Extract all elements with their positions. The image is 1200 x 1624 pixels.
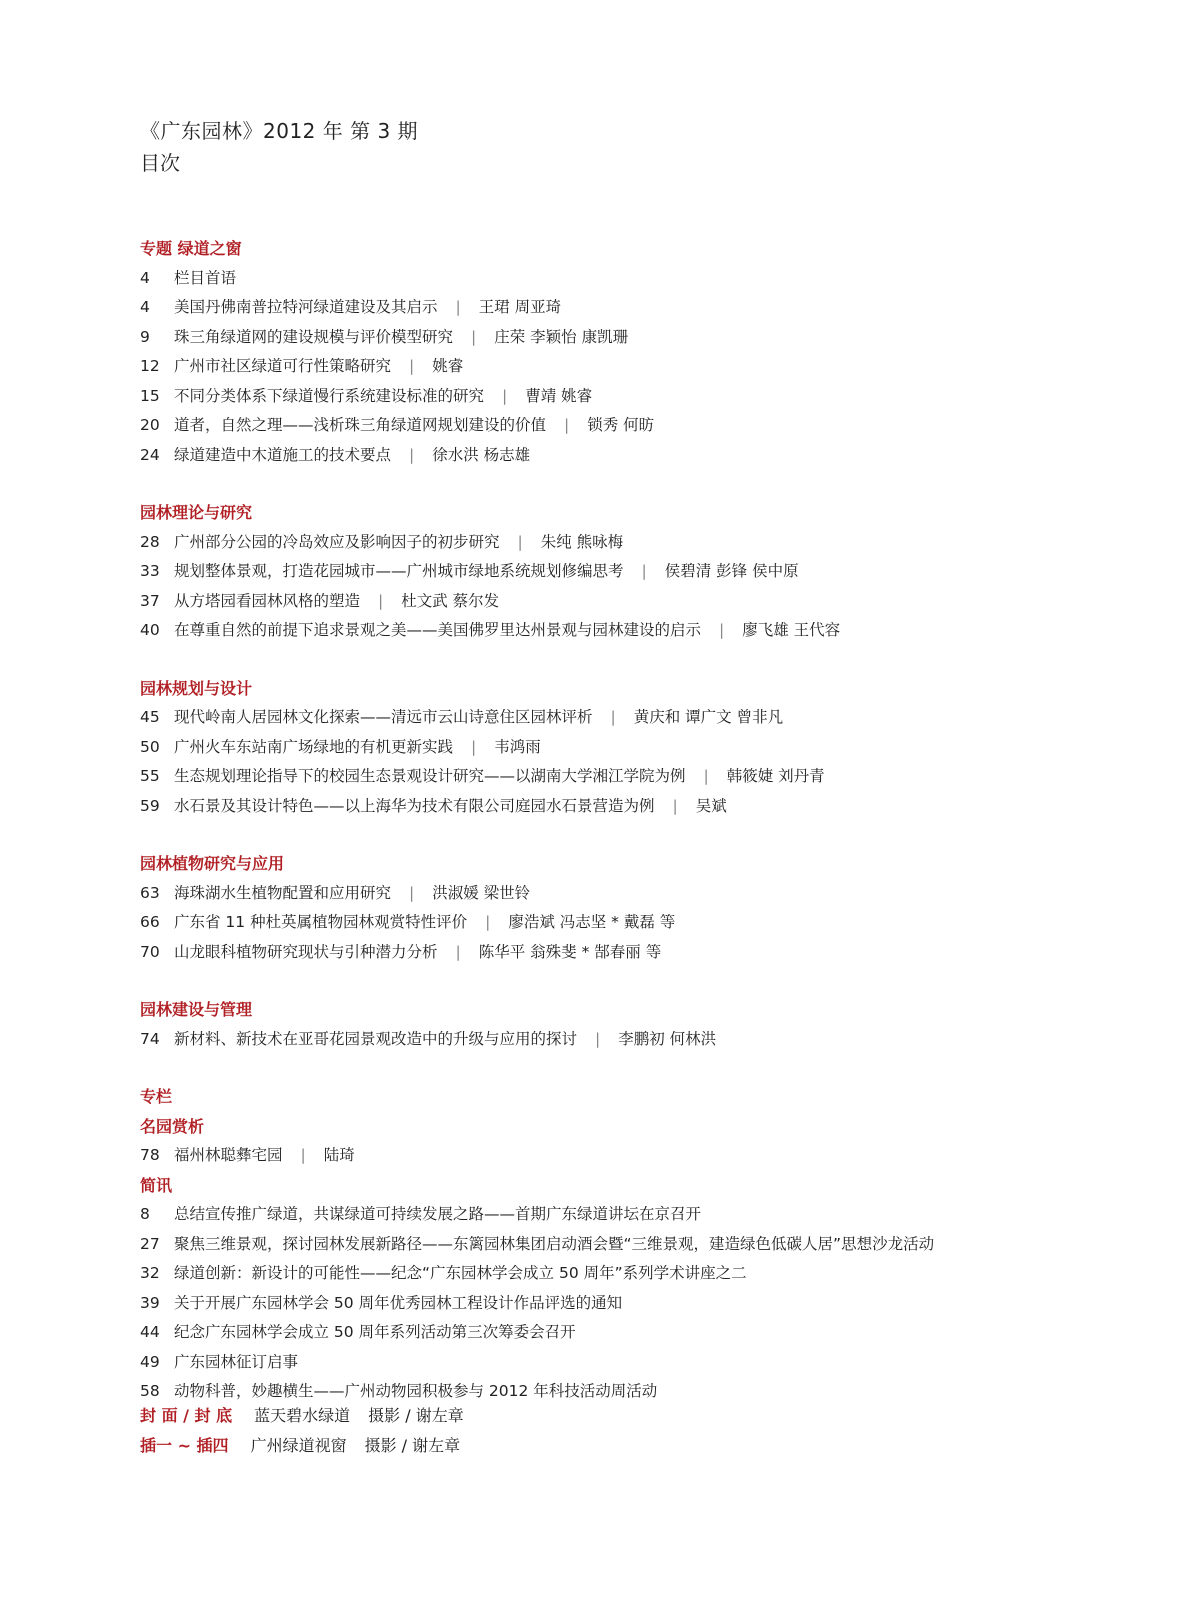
page-number: 50	[140, 737, 160, 756]
page-number: 24	[140, 445, 160, 464]
separator: |	[672, 796, 678, 815]
toc-section	[140, 498, 1180, 646]
page-number: 32	[140, 1264, 160, 1282]
toc-section	[140, 1082, 1180, 1407]
authors: 黄庆和 谭广文 曾非凡	[633, 708, 784, 726]
section-title: 园林建设与管理	[140, 1000, 253, 1019]
article-title: 广东省 11 种杜英属植物园林观赏特性评价	[174, 913, 468, 931]
toc-entry	[140, 762, 1180, 792]
toc-entry	[140, 703, 1180, 733]
section-title: 专题 绿道之窗	[140, 239, 242, 258]
page-number: 66	[140, 913, 160, 931]
section-title: 园林理论与研究	[140, 503, 253, 522]
toc-section	[140, 674, 1180, 822]
authors: 韦鸿雨	[494, 737, 541, 756]
article-title: 新材料、新技术在亚哥花园景观改造中的升级与应用的探讨	[174, 1029, 578, 1048]
subsection-title: 简讯	[140, 1175, 173, 1195]
credit-title: 蓝天碧水绿道	[254, 1406, 351, 1425]
authors: 韩筱婕 刘丹青	[726, 767, 825, 785]
toc-entry	[140, 1289, 1180, 1319]
article-title: 动物科普，妙趣横生——广州动物园积极参与 2012 年科技活动周活动	[174, 1382, 658, 1400]
page-number: 15	[140, 386, 160, 405]
authors: 王珺 周亚琦	[478, 298, 562, 316]
toc-entry	[140, 1200, 1180, 1230]
article-title: 广州部分公园的冷岛效应及影响因子的初步研究	[174, 532, 500, 551]
separator: |	[610, 708, 616, 726]
authors: 徐水洪 杨志雄	[432, 445, 531, 464]
separator: |	[517, 532, 523, 551]
toc-entry	[140, 879, 1180, 909]
separator: |	[378, 591, 384, 610]
authors: 廖飞雄 王代容	[742, 621, 841, 639]
journal-title: 《广东园林》2012 年 第 3 期	[140, 119, 419, 143]
toc-entry	[140, 587, 1180, 617]
article-title: 广东园林征订启事	[174, 1352, 299, 1371]
page-number: 74	[140, 1029, 160, 1048]
separator: |	[471, 737, 477, 756]
authors: 陈华平 翁殊斐 * 郜春丽 等	[478, 942, 662, 961]
authors: 曹靖 姚睿	[525, 386, 593, 405]
page-number: 37	[140, 591, 160, 610]
article-title: 水石景及其设计特色——以上海华为技术有限公司庭园水石景营造为例	[174, 796, 655, 815]
table-of-contents	[140, 234, 1180, 1435]
page-number: 45	[140, 708, 160, 726]
article-title: 纪念广东园林学会成立 50 周年系列活动第三次筹委会召开	[174, 1323, 576, 1341]
toc-entry	[140, 938, 1180, 968]
toc-entry	[140, 264, 1180, 294]
article-title: 山龙眼科植物研究现状与引种潜力分析	[174, 942, 438, 961]
separator: |	[455, 942, 461, 961]
page-number: 12	[140, 357, 160, 375]
toc-entry	[140, 792, 1180, 822]
article-title: 广州火车东站南广场绿地的有机更新实践	[174, 737, 454, 756]
article-title: 聚焦三维景观，探讨园林发展新路径——东篱园林集团启动酒会暨“三维景观，建造绿色低碳人居”思想沙龙活动	[174, 1234, 935, 1253]
separator: |	[300, 1146, 306, 1164]
authors: 李鹏初 何林洪	[618, 1029, 717, 1048]
article-title: 规划整体景观，打造花园城市——广州城市绿地系统规划修编思考	[174, 562, 624, 580]
page-number: 8	[140, 1205, 150, 1223]
toc-entry	[140, 352, 1180, 382]
article-title: 海珠湖水生植物配置和应用研究	[174, 883, 392, 902]
page-number: 58	[140, 1382, 160, 1400]
article-title: 福州林聪彝宅园	[174, 1146, 283, 1164]
authors: 陆琦	[323, 1146, 355, 1164]
toc-entry	[140, 1141, 1180, 1171]
toc-entry	[140, 1348, 1180, 1378]
authors: 杜文武 蔡尔发	[401, 591, 500, 610]
separator: |	[471, 327, 477, 346]
article-title: 美国丹佛南普拉特河绿道建设及其启示	[174, 298, 438, 316]
separator: |	[719, 621, 725, 639]
toc-title: 目次	[140, 151, 180, 175]
toc-section	[140, 995, 1180, 1054]
page-number: 59	[140, 796, 160, 815]
authors: 锁秀 何昉	[587, 416, 655, 434]
article-title: 生态规划理论指导下的校园生态景观设计研究——以湖南大学湘江学院为例	[174, 767, 686, 785]
page-number: 4	[140, 298, 150, 316]
page-number: 33	[140, 562, 160, 580]
toc-entry	[140, 323, 1180, 353]
section-title: 园林规划与设计	[140, 678, 253, 698]
credit-row	[140, 1431, 464, 1461]
toc-entry	[140, 1318, 1180, 1348]
toc-section	[140, 234, 1180, 470]
toc-entry	[140, 1025, 1180, 1055]
separator: |	[703, 767, 709, 785]
toc-entry	[140, 411, 1180, 441]
page-number: 4	[140, 268, 150, 287]
article-title: 珠三角绿道网的建设规模与评价模型研究	[174, 327, 454, 346]
article-title: 绿道建造中木道施工的技术要点	[174, 445, 392, 464]
article-title: 广州市社区绿道可行性策略研究	[174, 357, 392, 375]
section-title: 园林植物研究与应用	[140, 854, 285, 873]
page-number: 63	[140, 883, 160, 902]
authors: 庄荣 李颖怡 康凯珊	[494, 327, 629, 346]
subsection-title: 名园赏析	[140, 1116, 205, 1136]
toc-entry	[140, 557, 1180, 587]
authors: 侯碧清 彭锋 侯中原	[664, 562, 799, 580]
credits	[140, 1401, 464, 1460]
page-number: 9	[140, 327, 150, 346]
article-title: 道者，自然之理——浅析珠三角绿道网规划建设的价值	[174, 416, 547, 434]
separator: |	[564, 416, 570, 434]
page-number: 55	[140, 767, 160, 785]
toc-entry	[140, 293, 1180, 323]
credit-title: 广州绿道视窗	[250, 1435, 347, 1455]
toc-entry	[140, 733, 1180, 763]
header	[140, 116, 418, 178]
page-number: 78	[140, 1146, 160, 1164]
authors: 姚睿	[432, 357, 464, 375]
article-title: 绿道创新：新设计的可能性——纪念“广东园林学会成立 50 周年”系列学术讲座之二	[174, 1264, 747, 1282]
authors: 朱纯 熊咏梅	[540, 532, 624, 551]
separator: |	[409, 357, 415, 375]
separator: |	[502, 386, 508, 405]
article-title: 总结宣传推广绿道，共谋绿道可持续发展之路——首期广东绿道讲坛在京召开	[174, 1205, 702, 1223]
section-title: 专栏	[140, 1087, 173, 1106]
page-number: 28	[140, 532, 160, 551]
separator: |	[485, 913, 491, 931]
photo-credit: 摄影 / 谢左章	[368, 1406, 464, 1425]
page-number: 49	[140, 1352, 160, 1371]
toc-entry	[140, 528, 1180, 558]
page-number: 27	[140, 1234, 160, 1253]
toc-entry	[140, 441, 1180, 471]
separator: |	[455, 298, 461, 316]
photo-credit: 摄影 / 谢左章	[364, 1435, 461, 1455]
authors: 吴斌	[695, 796, 727, 815]
separator: |	[409, 445, 415, 464]
toc-entry	[140, 616, 1180, 646]
article-title: 栏目首语	[174, 268, 237, 287]
article-title: 关于开展广东园林学会 50 周年优秀园林工程设计作品评选的通知	[174, 1293, 623, 1312]
separator: |	[641, 562, 647, 580]
credit-row	[140, 1401, 464, 1431]
page-number: 44	[140, 1323, 160, 1341]
toc-section	[140, 849, 1180, 967]
toc-entry	[140, 1259, 1180, 1289]
separator: |	[595, 1029, 601, 1048]
article-title: 现代岭南人居园林文化探索——清远市云山诗意住区园林评析	[174, 708, 593, 726]
article-title: 从方塔园看园林风格的塑造	[174, 591, 361, 610]
toc-entry	[140, 382, 1180, 412]
page-number: 40	[140, 621, 160, 639]
separator: |	[409, 883, 415, 902]
credit-label: 插一 ~ 插四	[140, 1435, 229, 1455]
toc-entry	[140, 1230, 1180, 1260]
toc-entry	[140, 908, 1180, 938]
page-number: 39	[140, 1293, 160, 1312]
page-number: 70	[140, 942, 160, 961]
article-title: 不同分类体系下绿道慢行系统建设标准的研究	[174, 386, 485, 405]
page-number: 20	[140, 416, 160, 434]
authors: 洪淑媛 梁世铃	[432, 883, 531, 902]
authors: 廖浩斌 冯志坚 * 戴磊 等	[508, 913, 676, 931]
article-title: 在尊重自然的前提下追求景观之美——美国佛罗里达州景观与园林建设的启示	[174, 621, 702, 639]
credit-label: 封 面 / 封 底	[140, 1406, 233, 1425]
